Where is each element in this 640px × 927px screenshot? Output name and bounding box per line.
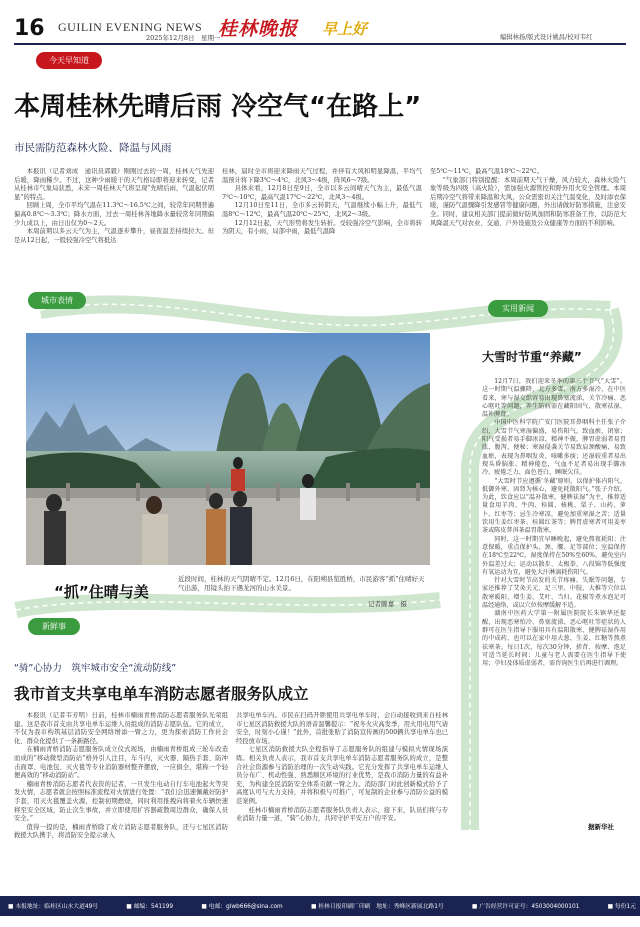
footer-license: ■ 广告经营许可证号：4503004000101 [471, 904, 580, 910]
sidebar-p6: 湖南中医药大学第一附属医院院长朱镇华还提醒，出现恶寒怕冷、鼻塞流涕、恶心呕吐等症状的人群可在医生指导下服用具有温阳散寒、健脾祛湿作用的中成药，也可以在家中用大葱、生姜、红糖等熬煮祛寒茶。每日1次，每次30分钟，搓背、按摩、泡足可适当延长时间；儿童与老人需要在医生指导下使用；孕妇及体质虚弱者，需咨询医生后再进行调理。 [482, 610, 626, 668]
tag-fresh-label: 新鲜事 [42, 622, 66, 631]
subhead-weather: 市民需防范森林火险、降温与风雨 [14, 142, 172, 154]
paper-logo: 桂林晚报 [218, 18, 299, 40]
paper-name-en: GUILIN EVENING NEWS [58, 20, 203, 34]
section2-kicker: “骑”心协力 筑牢城市安全“流动防线” [14, 663, 177, 674]
sidebar-credit: 据新华社 [588, 823, 614, 831]
section2-p7: 桂林市楠雨青桥消防志愿者服务队负责人表示，接下来，队员们将与专业消防力量一道，“骑”心协力，共同守护平安万户的平安。 [236, 806, 448, 823]
footer-email: ■ 电邮：glwb666@sina.com [201, 904, 283, 910]
sidebar-headline: 大雪时节重“养藏” [482, 350, 582, 364]
weather-p4: 桂林，届时全市将迎来降雨天气过程，并伴有大风和明显降温，平均气温预计将下降3℃～4℃，北风3～4级，阵风6～7级。 [222, 168, 422, 184]
masthead [0, 0, 640, 46]
weather-col-2 [222, 168, 422, 280]
weather-p9: “气象部门特别提醒：本周前期天气干燥，风力较大，森林火险气象等级为四级（高火险），需加强火源管控和野外用火安全管理。本周后期冷空气将带来降温和大风，公众需密切关注气温变化，及时添衣保暖，谨防气温骤降引发感冒等健康问题，外出请做好防寒措施，注意安全。同时，建议相关部门提前做好防风加固和防寒准备工作，以防范大风降温天气对农业、交通、户外设施及公众健康等方面的不利影响。 [430, 176, 626, 227]
photo-title: “抓”住晴与美 [54, 583, 149, 601]
section2-col-1 [14, 712, 228, 882]
weather-col-3 [430, 168, 626, 280]
section2-p1: 本报讯（记者韦芳明）日前，桂林市楠雨青桥消防志愿者服务队光荣组建。这是我市首支由共享电单车运维人员组成的消防志愿队伍。它的成立，不仅为我市构筑基层消防安全网络增添一臂之力，更为探索消防工作社会化、群众化提供了一条新路径。 [14, 712, 228, 745]
photo-credit: 记者滕嘉 摄 [368, 600, 407, 608]
tag-practical-label: 实用新闻 [502, 304, 534, 313]
weather-p5: 具体来看，12月8日至9日，全市以多云间晴天气为主，最低气温7℃～10℃，最高气温17℃～22℃，北风3～4级。 [222, 185, 422, 201]
weather-p6: 12月10日至11日，全市多云转阴天，气温继续小幅上升，最低气温8℃～12℃，最高气温20℃～25℃，北风2～3级。 [222, 202, 422, 218]
sidebar-body [482, 378, 626, 814]
section2-p4: 值得一提的是，楠雨青桥除了成立消防志愿者服务队，还与七星区消防救援大队携手，将消防安全提示录入 [14, 823, 228, 840]
sidebar-p1: 12月7日，我们迎来冬季的第三个节气“大雪”。这一时期气温骤降，北方多雪，南方多湿冷，在中医看来，寒与湿交织容易出现鼻塞流涕、关节冷痛、恶心呕吐等问题，养生防病需在藏阳固气、散寒祛湿、温补脾肾。 [482, 378, 626, 419]
masthead-rule [14, 43, 626, 45]
sidebar-p2: 中国中医科学院广安门医院耳鼻咽科主任张子介绍，大雪节气寒湿偏盛，易伤阳气，致血瘀、闭塞；阳气受损者易手脚冰凉、精神不振，脾胃虚弱者易胃胀、腹泻、便秘；寒湿侵袭关节易致肩颈酸痛、易致血瘀，表现为鼻咽发炎、咳嗽多痰；还湿较重者易出现头昏脑胀、精神倦怠，气血不足者易出现手脚冰冷、疲倦乏力、面色苍白，睡眠欠佳。 [482, 419, 626, 477]
weather-p7: 12月12日起，天气形势将发生转折。受较强冷空气影响，全市将转为阴天，有小雨，局部中雨，最低气温降 [222, 219, 422, 236]
sidebar-p4: 同时，这一时期宜早睡晚起，避免熬夜耗阳；注意保暖，重点保护头、颈、腰、足等部位；室温保持在18℃至22℃，湿度保持在50%至60%，避免室内外温差过大；运动以散步、太极拳、八段锦等低强度有氧运动为宜，避免大汗淋漓耗伤阳气。 [482, 535, 626, 576]
footer-postcode: ■ 邮编：541199 [126, 904, 174, 910]
photo-caption: 近段时间，桂林的天气阴晴不定。12月6日，在阳朔县览胜桥，市民游客“抓”住晴好天气出游，用镜头拍下遇龙河的山水美景。 [178, 575, 425, 592]
section2-p2: 在楠雨青桥消防志愿服务队成立仪式现场，由楠雨青桥组成三轮车改造而成的“移动微型消防站”格外引人注目，车斗内，灭火器、隔热手套、防冲击面罩、电池包、灭火毯等专业消防器材整齐摆放，一应俱全，堪称一个轻便高效的“移动消防站”。 [14, 746, 228, 780]
page-number: 16 [14, 16, 45, 41]
issue-date: 2025年12月8日 星期一 [146, 34, 221, 42]
weather-p1: 本报讯（记者刘成 通讯员郭毅）刚刚过去的一周，桂林天气先迎后暖，降雨稀少。不过，这种少雨暖干的天气格局即将迎来转变，记者从桂林市气象局获悉，未来一周桂林天气将呈现“先晴后雨，气温起伏明显”的特点。 [14, 168, 214, 201]
section2-headline: 我市首支共享电单车消防志愿者服务队成立 [14, 685, 309, 703]
weather-col-1 [14, 168, 214, 280]
tag-today-label: 今天早知道 [49, 56, 89, 65]
section2-p3: 楠雨青桥消防志愿者代表资的记者，一旦发生电动自行车电池起火等突发火情，志愿者就会按照标准流程对火情进行处置：“我们会迅速佩戴好防护手套，用灭火毯覆盖火源，控制初期燃烧，同时利用推拽向将着火车辆快速移至安全区域，防止次生事故，并立即使用扩容器疏散周边群众，确保人员安全。” [14, 780, 228, 823]
section2-col-2 [236, 712, 448, 882]
footer-price: ■ 每份1元 [607, 904, 636, 910]
headline-weather: 本周桂林先晴后雨 冷空气“在路上” [14, 92, 422, 122]
section-logo: 早上好 [322, 20, 368, 38]
tag-city-label: 城市表情 [41, 296, 73, 305]
photo-scenery [26, 333, 430, 565]
weather-p2: 回顾上周，全市平均气温在11.3℃～16.5℃之间，较常年同期普遍偏高0.8℃～3.3℃；降水方面，过去一周桂林各地降水量较常年同期偏少九成以上，由日出仅为0～2天。 [14, 202, 214, 227]
editor-credits: 编辑林扬/版式设计姚昌/校对韦红 [500, 34, 593, 41]
sidebar-p5: 针对大雪时节高发的关节疼痛、失眠等问题，专家还推荐了艾灸关元、足三里、中脘、大椎等穴位以散寒暖阳，增生姜、艾叶、当归、花椒等煮水泡足可温经通络，或以穴位按摩缓解不适。 [482, 577, 626, 610]
sidebar-p3: “大雪时节应遵循‘冬藏’原则，以保护体内阳气、抵御外寒、固肾为核心，避免耗散阳气。”张子介绍，为此，饮食应以“温补散寒，健脾祛湿”为主，推荐适量食用羊肉、牛肉、桂圆、核桃、栗子、山药、萝卜、红枣等；忌生冷寒凉，避免加重寒湿之苦；适量饮用生姜红枣茶、桂圆红茶等；脾胃虚寒者可用姜枣茶或陈皮普洱茶温胃散寒。 [482, 477, 626, 535]
section2-p5: 共享电单车内。市民在扫码开锁使用共享电单车时，会自动接收到来自桂林市七星区消防救援大队的语音温馨提示：“祝冬火灾高发季，用火用电用气请安全，时刻小心谨！”此外，首批张贴了消防宣传画的500辆共享电单车也已经投放市场。 [236, 712, 448, 745]
weather-p8: 至5℃～11℃，最高气温18℃～22℃。 [430, 168, 543, 175]
footer-printer: ■ 桂林日报印刷厂印刷 地址：秀峰区新展北路1号 [310, 904, 444, 910]
section2-p6: 七星区消防救援大队全程指导了志愿服务队的组建与模拟火情现场演练。相关负责人表示，我市首支共享电单车消防志愿者服务队的成立，是整合社会资源参与消防治理的一次生动实践。它充分发挥了共享电单车运维人员分布广、机动性强、熟悉顺区环境的行业优势，是我市消防力量的有益补充，为构建全民消防安全体系贡献一臂之力。消防部门对此创新模式给予了高度认可与大力支持，并将积极与可推广，可复制的企业参与消防公益的模范案例。 [236, 746, 448, 805]
footer-address: ■ 本报地址：临桂区山水大道49号 [8, 904, 99, 910]
weather-p3: 本周前期以多云天气为主，气温逐步攀升，昼夜温差持续拉大。但是从12日起，一股较强冷空气将抵达 [14, 228, 214, 244]
footer-items [8, 901, 636, 910]
